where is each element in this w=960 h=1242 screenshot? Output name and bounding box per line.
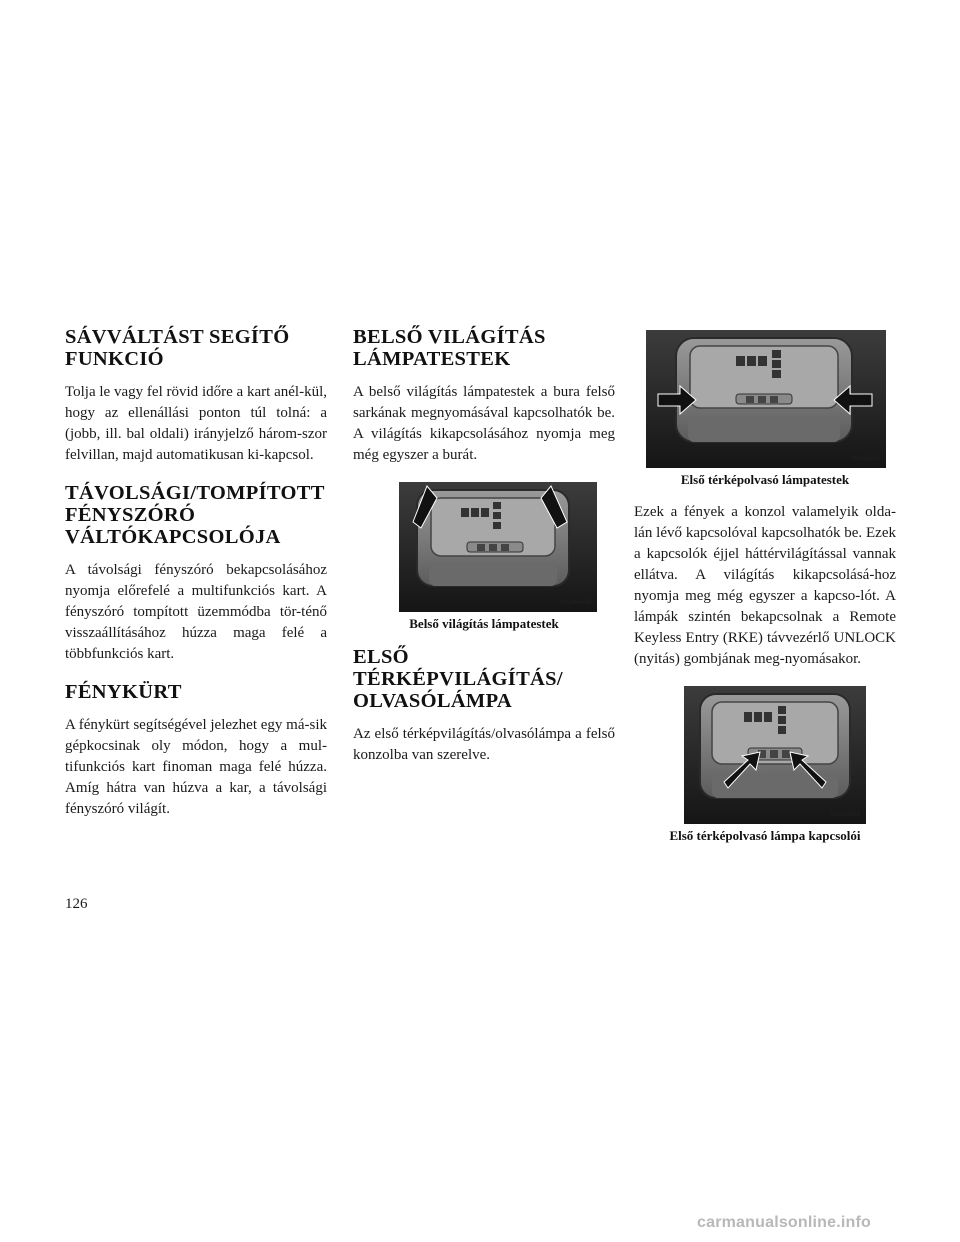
map-switches-caption: Első térképolvasó lámpa kapcsolói <box>669 828 861 843</box>
map-switches-figure <box>684 686 866 824</box>
interior-lights-figure <box>399 482 597 612</box>
map-lamps-illustration <box>646 330 886 468</box>
map-lamps-caption: Első térképolvasó lámpatestek <box>680 472 850 487</box>
horn-text: A fénykürt segítségével jelezhet egy má-sik gépkocsinak oly módon, hogy a mul-tifunkciós kart finoman maga felé húzza. Amíg hátra van húzva a kar, a távolsági fényszóró világít. <box>65 717 327 817</box>
page-number: 126 <box>65 896 88 912</box>
overhead-console-illustration <box>399 482 597 612</box>
heading-map-lights: ELSŐ TÉRKÉPVILÁGÍTÁS/ OLVASÓLÁMPA <box>353 646 563 712</box>
map-switches-illustration <box>684 686 866 824</box>
watermark: carmanualsonline.info <box>697 1214 872 1231</box>
heading-horn: FÉNYKÜRT <box>65 681 182 703</box>
map-lamps-text: Ezek a fények a konzol valamelyik olda-lán lévő kapcsolóval kapcsolhatók be. Ezek a kapcsolók éjjel háttérvilágítással vannak ellátva. A világítás kikapcsolásá-hoz nyomja meg még egyszer a kapcso-lót. A lámpák szintén bekapcsolnak a Remote Keyless Entry (RKE) távvezérlő UNLOCK (nyitás) gombjának meg-nyomásakor. <box>634 504 896 667</box>
interior-lights-caption: Belső világítás lámpatestek <box>409 616 559 631</box>
column-left <box>65 326 327 836</box>
map-lights-text: Az első térképvilágítás/olvasólámpa a felső konzolba van szerelve. <box>353 726 615 763</box>
figure-code: 031464435 <box>560 600 591 606</box>
heading-interior-lights: BELSŐ VILÁGÍTÁS LÁMPATESTEK <box>353 326 546 370</box>
column-right <box>634 330 896 858</box>
interior-lights-text: A belső világítás lámpatestek a bura felső sarkának megnyomásával kapcsolhatók be. A világítás kikapcsolásához nyomja meg még egyszer a burát. <box>353 384 615 463</box>
heading-lane-change: SÁVVÁLTÁST SEGÍTŐ FUNKCIÓ <box>65 326 290 370</box>
column-middle <box>353 326 615 782</box>
heading-headlight-switch: TÁVOLSÁGI/TOMPÍTOTT FÉNYSZÓRÓ VÁLTÓKAPCSOLÓJA <box>65 482 325 548</box>
lane-change-text: Tolja le vagy fel rövid időre a kart anél-kül, hogy az ellenállási ponton túl tolná: a (jobb, ill. bal oldali) irányjelző három-szor felvillan, majd automatikusan ki-kapcsol. <box>65 384 327 463</box>
map-lamps-figure <box>646 330 886 468</box>
headlight-switch-text: A távolsági fényszóró bekapcsolásához nyomja előrefelé a multifunkciós kart. A fényszóró tompított üzemmódba tör-ténő visszaállításához húzza maga felé a többfunkciós kart. <box>65 562 327 662</box>
figure-code: 031433151 <box>829 812 860 818</box>
figure-code: 031433150 <box>849 456 880 462</box>
